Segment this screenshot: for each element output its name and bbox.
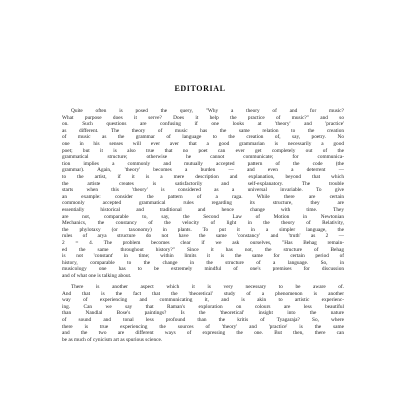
text-line: commonly accepted grammatical rules regarding its structure, they are <box>62 200 344 207</box>
text-line: 2 = 4. The problem becomes clear if we ask ourselves, "Has Behag remain- <box>62 240 344 246</box>
text-line: to the artist, if it is a mere description and explanation, beyond that which <box>62 174 344 180</box>
text-line: musicology one has to be extremely mindful of one's premises for discussion <box>62 266 344 273</box>
text-line: Quite often is posed the query, "Why a theory of and for music? <box>71 108 344 114</box>
text-line: What purpose does it serve? Does it help the practice of music?" and so <box>62 114 344 121</box>
text-line: There is another aspect which it is very necessary to be aware of. <box>71 284 344 290</box>
text-line: is not 'constant' in time; within limits it is the same for certain period of <box>62 253 344 260</box>
text-line: grammatical structure; otherwise he cannot communicate; for communica- <box>62 154 344 161</box>
text-line: poet; but it is also true that no poet can ever get completely out of the <box>62 147 344 154</box>
text-line: grammar). Again, 'theory' becomes a burden — and even a deterrent — <box>62 167 344 174</box>
text-line: starts when this 'theory' is considered as a universal invariable. To give <box>62 187 344 194</box>
text-line: tion implies a commonly and mutually accepted pattern of the code (the <box>62 160 344 167</box>
text-line: and of what one is talking about. <box>62 273 132 279</box>
text-line: of sound and tonal less profound than the kritis of Tyagaraja? So, where <box>62 317 344 323</box>
text-line: be as much of cynicism art as spurious science. <box>62 336 163 343</box>
text-line: And that is the fact that the 'theoretical' study of a phenomenon is another <box>62 290 344 297</box>
editorial-body <box>0 108 400 370</box>
text-line: ed the same throughout history?" Since it has not, the structure of Behag <box>62 246 344 253</box>
text-line: ing. Can we say that Raman's exploration on colours are less beautiful <box>62 303 344 310</box>
text-line: essentially historical and traditional and hence change with time. They <box>62 207 344 213</box>
text-line: Mechanics, the constancy of the velocity of light in the theory of Relativity, <box>62 220 344 227</box>
text-line: history, comparable to the change in the structure of a language. So, in <box>62 259 344 266</box>
text-line: of music as the grammar of language to the creation of, say, poetry. No <box>62 134 344 141</box>
text-line: the artiste creates is satisfactorily and self-explanatory. The trouble <box>62 180 344 187</box>
text-line: are not, comparable to, say, the Second Law of Motion in Newtonian <box>62 213 344 220</box>
text-line: one in his senses will ever aver that a good grammarian is necessarily a good <box>62 141 344 147</box>
text-line: an example: consider the pattern of a raga. While there are certain <box>62 193 344 200</box>
text-line: as different. The theory of music has the same relation to the creation <box>62 127 344 134</box>
text-line: and the two are different ways of expressing the one. But then, there can <box>62 330 344 337</box>
text-line: the phylotaxy (or taxonomy) in plants. To put it in a simpler language, the <box>62 226 344 233</box>
page-title: EDITORIAL <box>174 84 226 93</box>
text-line: than Nandlal Bose's paintings? Is the 'theoretical' insight into the nature <box>62 310 344 317</box>
text-line: way of experiencing and communicating it, and is akin to artistic experienc- <box>62 297 344 304</box>
text-line: rules of arya structure do not have the same 'constancy' and 'truth' as 2 — <box>62 233 344 240</box>
text-line: on. Such questions are confusing if one looks at 'theory' and 'practice' <box>62 121 344 128</box>
text-line: there is true experiencing the sources of 'theory' and 'practice' is the same <box>62 323 344 330</box>
